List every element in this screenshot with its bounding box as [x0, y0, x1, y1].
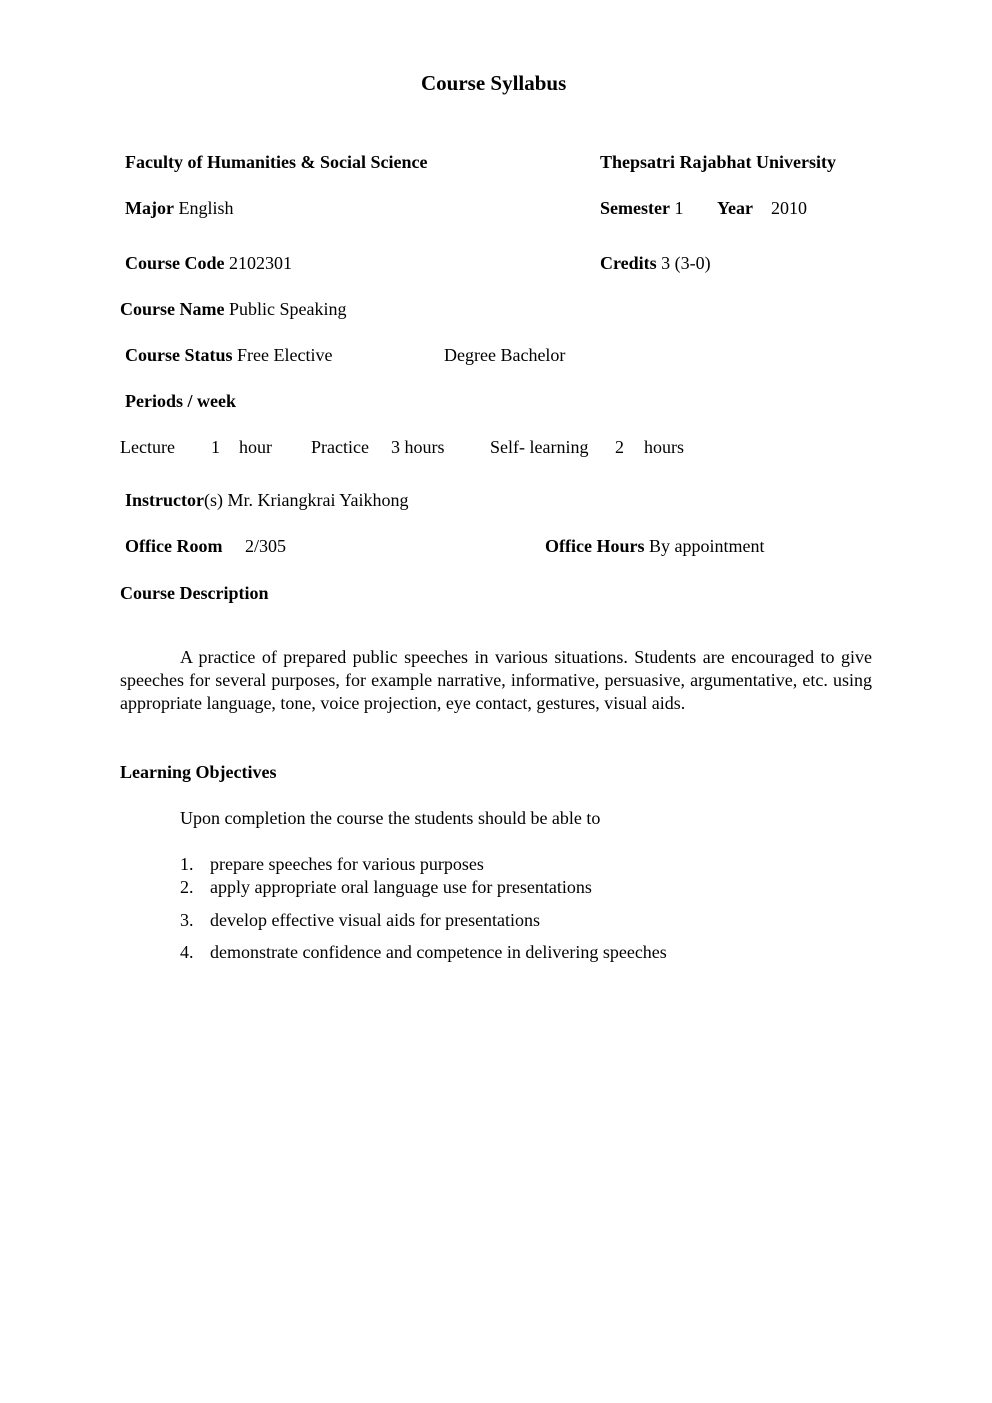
lecture-label: Lecture: [120, 437, 175, 457]
credits-label: Credits: [600, 253, 657, 273]
list-item-text: prepare speeches for various purposes: [210, 854, 484, 874]
learning-objectives-heading: Learning Objectives: [120, 762, 277, 782]
semester-field: [600, 197, 683, 220]
list-item-number: 2.: [180, 877, 194, 897]
list-item-text: develop effective visual aids for presentations: [210, 910, 541, 930]
major-field: [125, 197, 234, 220]
instructor-label: Instructor: [125, 490, 204, 510]
self-learning-unit: hours: [644, 437, 684, 457]
semester-value: 1: [674, 198, 684, 218]
course-status-value: Free Elective: [237, 345, 333, 365]
degree-field: Degree Bachelor: [444, 345, 566, 365]
office-room-field: [125, 535, 286, 558]
self-learning-value: 2: [615, 437, 624, 457]
list-item-text: demonstrate confidence and competence in delivering speeches: [210, 942, 667, 962]
major-value: English: [178, 198, 234, 218]
office-hours-value: By appointment: [648, 536, 765, 556]
course-code-value: 2102301: [229, 253, 292, 273]
page-title: Course Syllabus: [421, 71, 567, 95]
course-description-text: A practice of prepared public speeches in various situations. Students are encouraged to give speeches for several purposes, for example narrative, informative, persuasive, argumentative, etc. using appropriate language, tone, voice projection, eye contact, gestures, visual aids.: [120, 647, 872, 713]
list-item-number: 1.: [180, 854, 194, 874]
course-name-label: Course Name: [120, 299, 225, 319]
instructor-value: (s) Mr. Kriangkrai Yaikhong: [204, 490, 409, 510]
credits-value: 3 (3-0): [661, 253, 711, 273]
office-hours-field: [545, 535, 764, 558]
list-item-number: 4.: [180, 942, 194, 962]
list-item-text: apply appropriate oral language use for presentations: [210, 877, 592, 897]
faculty-name: Faculty of Humanities & Social Science: [125, 152, 428, 172]
lecture-unit: hour: [239, 437, 272, 457]
course-status-field: [125, 344, 332, 367]
year-value: 2010: [770, 198, 807, 218]
list-item-number: 3.: [180, 910, 194, 930]
course-name-field: [120, 298, 346, 321]
course-code-label: Course Code: [125, 253, 225, 273]
office-hours-label: Office Hours: [545, 536, 645, 556]
semester-label: Semester: [600, 198, 670, 218]
lecture-value: 1: [211, 437, 220, 457]
self-learning-label: Self- learning: [490, 437, 589, 457]
university-name: Thepsatri Rajabhat University: [600, 152, 837, 172]
course-code-field: [125, 252, 292, 275]
year-label: Year: [717, 198, 753, 218]
credits-field: [600, 252, 711, 275]
course-status-label: Course Status: [125, 345, 233, 365]
year-field: [717, 197, 807, 220]
course-name-value: Public Speaking: [228, 299, 347, 319]
practice-value: 3 hours: [391, 437, 445, 457]
practice-label: Practice: [311, 437, 369, 457]
office-room-value: 2/305: [244, 536, 286, 556]
course-description-heading: Course Description: [120, 583, 269, 603]
office-room-label: Office Room: [125, 536, 223, 556]
instructor-field: [125, 489, 409, 512]
periods-heading: Periods / week: [125, 391, 236, 411]
learning-objectives-intro: Upon completion the course the students should be able to: [180, 808, 601, 828]
major-label: Major: [125, 198, 174, 218]
